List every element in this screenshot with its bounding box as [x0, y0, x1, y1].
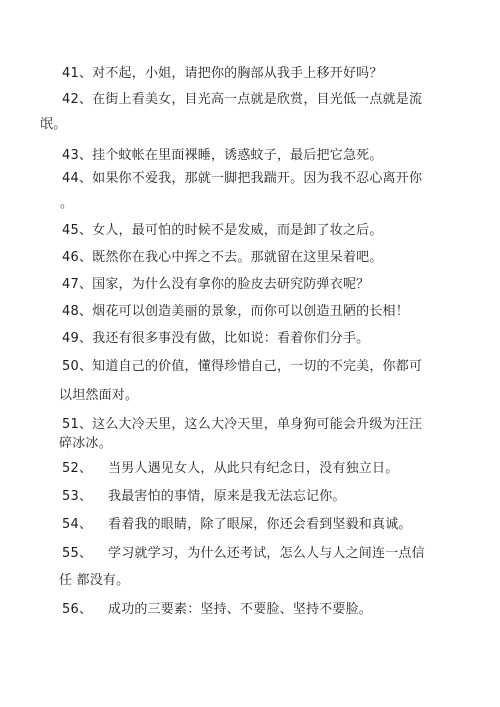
list-item	[62, 456, 452, 481]
item-text-continued: 氓。	[40, 117, 67, 132]
list-item	[62, 512, 452, 537]
item-text: 成功的三要素：坚持、不要脸、坚持不要脸。	[108, 602, 373, 617]
list-item	[62, 326, 452, 351]
item-number: 51、	[62, 417, 93, 432]
item-text: 烟花可以创造美丽的景象，而你可以创造丑陋的长相！	[92, 304, 409, 319]
item-text: 对不起，小姐，请把你的胸部从我手上移开好吗？	[92, 66, 383, 81]
item-number: 43、	[62, 148, 93, 163]
list-item	[59, 354, 452, 408]
item-number: 44、	[62, 171, 93, 186]
item-text: 在街上看美女，目光高一点就是欣赏，目光低一点就是流	[92, 92, 423, 107]
item-text: 国家，为什么没有拿你的脸皮去研究防弹衣呢？	[92, 277, 370, 292]
list-item	[62, 484, 452, 509]
item-text-continued: 任 都没有。	[59, 573, 130, 588]
list-item	[40, 87, 452, 137]
list-item	[62, 245, 452, 270]
item-text: 我还有很多事没有做，比如说：看着你们分手。	[92, 331, 370, 346]
list-item	[59, 412, 452, 456]
item-number: 48、	[62, 304, 93, 319]
list-item	[62, 166, 452, 216]
item-text-continued: 以坦然面对。	[59, 388, 139, 403]
list-item	[62, 299, 452, 324]
item-text: 挂个蚊帐在里面裸睡，诱惑蚊子，最后把它急死。	[92, 148, 383, 163]
list-item	[62, 218, 452, 243]
item-number: 41、	[62, 66, 93, 81]
item-text: 看着我的眼睛，除了眼屎，你还会看到坚毅和真诚。	[108, 517, 412, 532]
item-text-continued: 碎冰冰。	[59, 436, 112, 451]
item-number: 46、	[62, 250, 93, 265]
item-number: 50、	[62, 359, 93, 374]
list-item	[59, 541, 452, 593]
item-text: 既然你在我心中挥之不去。那就留在这里呆着吧。	[92, 250, 383, 265]
item-text: 如果你不爱我，那就一脚把我踹开。因为我不忍心离开你	[92, 171, 423, 186]
list-item	[62, 272, 452, 297]
item-text: 女人，最可怕的时候不是发威，而是卸了妆之后。	[92, 223, 383, 238]
item-text: 当男人遇见女人，从此只有纪念日，没有独立日。	[108, 461, 399, 476]
item-number: 54、	[62, 517, 93, 532]
item-text-continued: 。	[60, 196, 74, 211]
item-number: 55、	[62, 546, 93, 561]
item-number: 52、	[62, 461, 93, 476]
item-text: 学习就学习，为什么还考试，怎么人与人之间连一点信	[108, 546, 425, 561]
item-text: 这么大冷天里，这么大冷天里，单身狗可能会升级为汪汪	[92, 417, 423, 432]
item-number: 45、	[62, 223, 93, 238]
item-text: 知道自己的价值，懂得珍惜自己，一切的不完美，你都可	[92, 359, 423, 374]
item-text: 我最害怕的事情，原来是我无法忘记你。	[108, 489, 346, 504]
item-number: 42、	[62, 92, 93, 107]
list-item	[62, 597, 452, 622]
item-number: 47、	[62, 277, 93, 292]
item-number: 49、	[62, 331, 93, 346]
list-item	[62, 143, 452, 168]
item-number: 53、	[62, 489, 93, 504]
item-number: 56、	[62, 602, 93, 617]
list-item	[62, 61, 452, 86]
